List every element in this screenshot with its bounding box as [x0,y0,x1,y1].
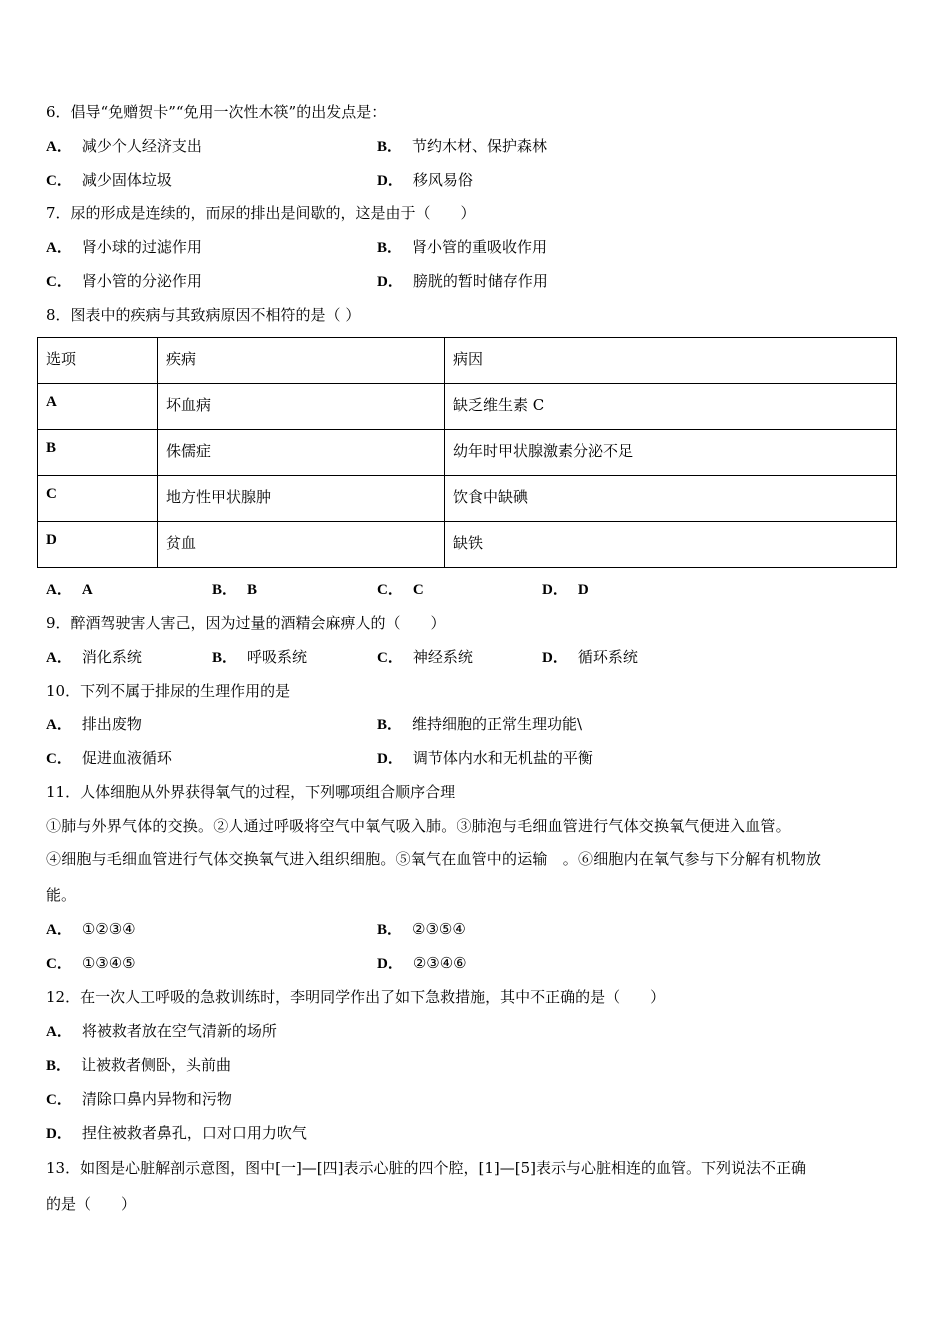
table-cell: 幼年时甲状腺激素分泌不足 [445,430,897,476]
q11-statement-line: ①肺与外界气体的交换。②人通过呼吸将空气中氧气吸入肺。③肺泡与毛细血管进行气体交换氧气便进入血管。 [46,817,791,835]
q6-option-a [46,136,202,157]
q9-stem: 9．醉酒驾驶害人害己，因为过量的酒精会麻痹人的（ ） [46,614,446,632]
q6-option-b [377,136,547,157]
option-letter: C． [46,956,72,972]
option-letter: C． [377,582,403,598]
option-letter: A． [46,717,72,733]
option-text: 减少固体垃圾 [81,171,172,189]
option-text: 呼吸系统 [247,648,308,666]
q11-option-b [377,919,466,940]
table-cell: A [38,384,158,430]
q13-stem: 13．如图是心脏解剖示意图，图中[一]—[四]表示心脏的四个腔，[1]—[5]表示与心脏相连的血管。下列说法不正确 [46,1159,806,1177]
table-cell: 地方性甲状腺肿 [158,476,445,522]
option-letter: D． [542,582,568,598]
option-text: ①②③④ [81,920,136,938]
option-letter: B． [212,582,238,598]
option-text: 排出废物 [81,715,142,733]
option-letter: D． [377,751,403,767]
table-header-row [38,338,897,384]
option-letter: A． [46,922,72,938]
q8-stem: 8．图表中的疾病与其致病原因不相符的是（ ） [46,306,361,324]
q7-option-c [46,271,202,292]
q7-option-b [377,237,547,258]
q6-option-c [46,170,172,191]
table-cell: B [38,430,158,476]
q12-option-b [46,1055,231,1076]
q7-option-d [377,271,548,292]
table-cell: 坏血病 [158,384,445,430]
q11-option-c [46,953,136,974]
q6-stem: 6．倡导“免赠贺卡”“免用一次性木筷”的出发点是： [46,103,387,121]
option-text: ②③⑤④ [412,920,466,938]
option-text: 消化系统 [81,648,142,666]
q10-option-b [377,714,582,735]
table-cell: 缺铁 [445,522,897,568]
option-text: ①③④⑤ [81,954,136,972]
table-header-cell: 选项 [38,338,158,384]
option-text: 肾小管的分泌作用 [81,272,202,290]
table-cell: D [38,522,158,568]
table-header-cell: 病因 [445,338,897,384]
option-text: D [577,582,589,598]
option-letter: D． [377,274,403,290]
q7-stem: 7．尿的形成是连续的，而尿的排出是间歇的，这是由于（ ） [46,204,476,222]
option-text: 循环系统 [577,648,638,666]
option-letter: A． [46,240,72,256]
option-text: 神经系统 [412,648,473,666]
option-letter: D． [377,956,403,972]
option-letter: A． [46,582,72,598]
q8-option-a [46,579,103,600]
option-text: 捏住被救者鼻孔，口对口用力吹气 [81,1124,307,1142]
table-row [38,522,897,568]
option-text: 让被救者侧卧，头前曲 [81,1056,232,1074]
q8-option-d [542,579,599,600]
option-letter: C． [377,650,403,666]
q9-option-a [46,647,142,668]
option-text: 减少个人经济支出 [81,137,202,155]
option-letter: B． [377,139,403,155]
option-text: 维持细胞的正常生理功能\ [412,715,583,733]
q11-statement-line: ④细胞与毛细血管进行气体交换氧气进入组织细胞。⑤氧气在血管中的运输 。⑥细胞内在氧气参与下分解有机物放 [46,850,822,868]
q10-option-a [46,714,142,735]
q11-statement-line: 能。 [46,886,77,904]
table-cell: 饮食中缺碘 [445,476,897,522]
option-letter: D． [377,173,403,189]
table-cell: 贫血 [158,522,445,568]
option-letter: D． [46,1126,72,1142]
table-header-cell: 疾病 [158,338,445,384]
option-text: 膀胱的暂时储存作用 [412,272,548,290]
option-text: 促进血液循环 [81,749,172,767]
option-text: 移风易俗 [412,171,473,189]
q8-option-c [377,579,434,600]
q10-option-d [377,748,593,769]
q11-option-d [377,953,467,974]
option-text: B [247,582,258,598]
option-letter: B． [46,1058,72,1074]
q9-option-c [377,647,473,668]
option-letter: B． [377,240,403,256]
q13-stem: 的是（ ） [46,1195,137,1213]
q12-option-c [46,1089,232,1110]
q10-option-c [46,748,172,769]
q11-option-a [46,919,136,940]
q8-option-b [212,579,267,600]
option-letter: B． [212,650,238,666]
q9-option-d [542,647,638,668]
option-text: C [412,582,424,598]
table-row [38,476,897,522]
option-letter: A． [46,1024,72,1040]
q7-option-a [46,237,202,258]
table-cell: C [38,476,158,522]
option-letter: B． [377,922,403,938]
option-text: 节约木材、保护森林 [412,137,548,155]
option-text: A [81,582,93,598]
option-letter: A． [46,139,72,155]
option-text: 肾小管的重吸收作用 [412,238,548,256]
table-cell: 侏儒症 [158,430,445,476]
option-letter: B． [377,717,403,733]
option-letter: C． [46,274,72,290]
q11-stem: 11．人体细胞从外界获得氧气的过程，下列哪项组合顺序合理 [46,783,456,801]
option-letter: C． [46,173,72,189]
table-cell: 缺乏维生素 C [445,384,897,430]
option-letter: A． [46,650,72,666]
q10-stem: 10．下列不属于排尿的生理作用的是 [46,682,291,700]
q12-option-d [46,1123,307,1144]
option-letter: C． [46,1092,72,1108]
option-letter: C． [46,751,72,767]
option-letter: D． [542,650,568,666]
option-text: ②③④⑥ [412,954,467,972]
q8-table [37,337,897,568]
q6-option-d [377,170,473,191]
option-text: 肾小球的过滤作用 [81,238,202,256]
q12-option-a [46,1021,277,1042]
q9-option-b [212,647,307,668]
option-text: 调节体内水和无机盐的平衡 [412,749,593,767]
table-row [38,384,897,430]
table-row [38,430,897,476]
q12-stem: 12．在一次人工呼吸的急救训练时，李明同学作出了如下急救措施，其中不正确的是（ ） [46,988,666,1006]
option-text: 将被救者放在空气清新的场所 [81,1022,277,1040]
option-text: 清除口鼻内异物和污物 [81,1090,232,1108]
